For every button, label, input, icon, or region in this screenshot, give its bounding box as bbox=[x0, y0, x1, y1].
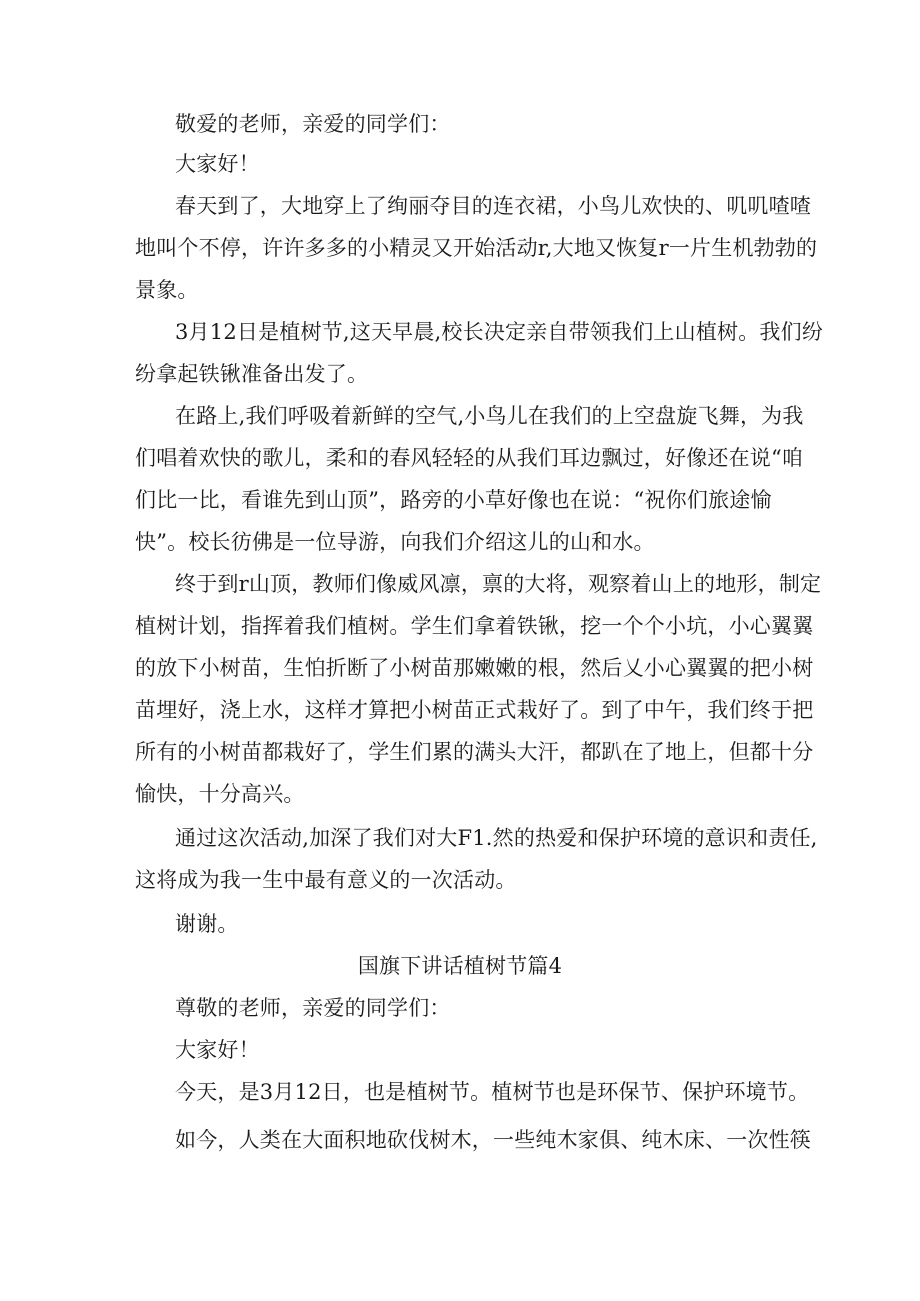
paragraph-line: 的放下小树苗，生怕折断了小树苗那嫩嫩的根，然后乂小心翼翼的把小树 bbox=[135, 656, 814, 680]
salutation: 尊敬的老师，亲爱的同学们： bbox=[175, 996, 451, 1020]
paragraph-line: 所有的小树苗都栽好了，学生们累的满头大汗，都趴在了地上，但都十分 bbox=[135, 740, 814, 764]
paragraph-line: 春天到了，大地穿上了绚丽夺目的连衣裙，小鸟儿欢快的、叽叽喳喳 bbox=[175, 194, 811, 218]
paragraph-line: 们比一比，看谁先到山顶”，路旁的小草好像也在说：“祝你们旅途愉 bbox=[135, 488, 772, 512]
paragraph-line: 愉快，十分高兴。 bbox=[135, 782, 305, 806]
closing: 谢谢。 bbox=[175, 912, 239, 936]
section-title: 国旗下讲话植树节篇4 bbox=[357, 954, 563, 978]
paragraph-line: 如今，人类在大面积地砍伐树木，一些纯木家俱、纯木床、一次性筷 bbox=[175, 1128, 811, 1152]
paragraph-line: 苗埋好，浇上水，这样才算把小树苗正式栽好了。到了中午，我们终于把 bbox=[135, 698, 814, 722]
paragraph-line: 们唱着欢快的歌儿，柔和的春风轻轻的从我们耳边飘过，好像还在说“咱 bbox=[135, 446, 804, 470]
paragraph-line: 在路上,我们呼吸着新鲜的空气,小鸟儿在我们的上空盘旋飞舞，为我 bbox=[175, 404, 804, 428]
paragraph-line: 3月12日是植树节,这天早晨,校长决定亲自带领我们上山植树。我们纷 bbox=[175, 320, 824, 344]
salutation: 敬爱的老师，亲爱的同学们： bbox=[175, 112, 451, 136]
paragraph-line: 通过这次活动,加深了我们对大F1.然的热爱和保护环境的意识和责任, bbox=[175, 826, 818, 850]
paragraph-line: 快”。校长彷佛是一位导游，向我们介绍这儿的山和水。 bbox=[135, 530, 655, 554]
paragraph-line: 景象。 bbox=[135, 278, 199, 302]
paragraph-line: 地叫个不停，许许多多的小精灵又开始活动r,大地又恢复r一片生机勃勃的 bbox=[135, 236, 818, 260]
paragraph-line: 这将成为我一生中最有意义的一次活动。 bbox=[135, 868, 517, 892]
paragraph-line: 植树计划，指挥着我们植树。学生们拿着铁锹，挖一个个小坑，小心翼翼 bbox=[135, 614, 814, 638]
paragraph-line: 今天，是3月12日，也是植树节。植树节也是环保节、保护环境节。 bbox=[175, 1080, 810, 1104]
greeting: 大家好！ bbox=[175, 152, 260, 176]
greeting: 大家好！ bbox=[175, 1038, 260, 1062]
paragraph-line: 纷拿起铁锹准备出发了。 bbox=[135, 362, 369, 386]
paragraph-line: 终于到r山顶，教师们像威风凛，禀的大将，观察着山上的地形，制定 bbox=[175, 572, 822, 596]
